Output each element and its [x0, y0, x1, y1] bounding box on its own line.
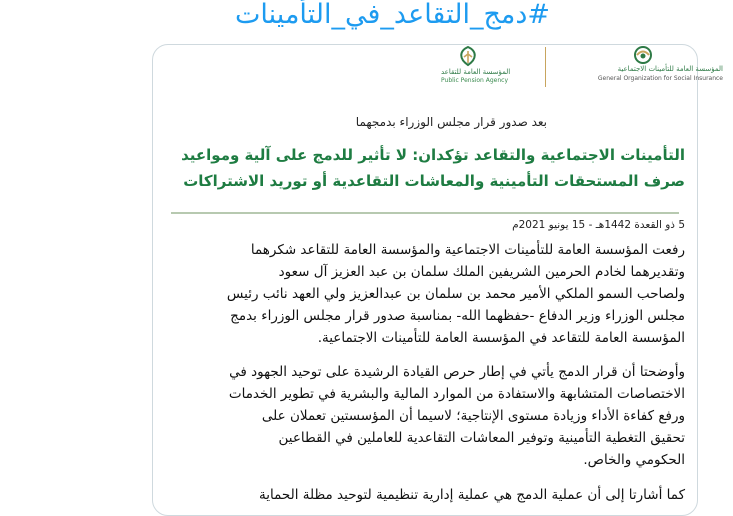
gosi-name-ar: المؤسسة العامة للتأمينات الاجتماعية [617, 65, 723, 73]
headline-line-1: التأمينات الاجتماعية والتقاعد تؤكدان: لا تأثير للدمج على آلية ومواعيد [181, 146, 685, 164]
paragraph2-line: ورفع كفاءة الأداء وزيادة مستوى الإنتاجية؛ لاسيما أن المؤسستين تعملان على [261, 408, 685, 424]
paragraph1-line: ولصاحب السمو الملكي الأمير محمد بن سلمان بن عبدالعزيز ولي العهد نائب رئيس [226, 286, 685, 302]
ppa-name-ar: المؤسسة العامة للتقاعد [441, 68, 511, 76]
logos-header [153, 45, 723, 91]
paragraph2-line: الاختصاصات المتشابهة والاستفادة من الموارد المالية والبشرية في تطوير الخدمات [228, 386, 685, 402]
paragraph2-line: الحكومي والخاص. [583, 452, 685, 468]
paragraph1-line: وتقديرهما لخادم الحرمين الشريفين الملك سلمان بن عبد العزيز آل سعود [278, 264, 685, 280]
paragraph2-line: وأوضحتا أن قرار الدمج يأتي في إطار حرص القيادة الرشيدة على توحيد الجهود في [229, 364, 685, 380]
paragraph1-line: رفعت المؤسسة العامة للتأمينات الاجتماعية والمؤسسة العامة للتقاعد شكرهما [250, 242, 685, 258]
logo-divider [545, 47, 546, 87]
hashtag-link[interactable]: #دمج_التقاعد_في_التأمينات [235, 0, 550, 30]
headline-line-2: صرف المستحقات التأمينية والمعاشات التقاعدية أو توريد الاشتراكات [183, 172, 685, 190]
paragraph1-line: المؤسسة العامة للتقاعد في المؤسسة العامة للتأمينات الاجتماعية. [317, 330, 685, 346]
gosi-name-en: General Organization for Social Insurance [597, 75, 723, 82]
ppa-name-en: Public Pension Agency [441, 77, 508, 84]
attached-image-card[interactable] [152, 44, 723, 516]
gosi-emblem-icon [629, 45, 657, 65]
paragraph3-line: كما أشارتا إلى أن عملية الدمج هي عملية إدارية تنظيمية لتوحيد مظلة الحماية [258, 487, 685, 503]
paragraph2-line: تحقيق التغطية التأمينية وتوفير المعاشات التقاعدية للعاملين في القطاعين [278, 430, 685, 446]
gosi-logo [593, 45, 733, 89]
ppa-emblem-icon [455, 45, 481, 67]
article-date: 5 ذو القعدة 1442هـ - 15 يونيو 2021م [512, 219, 685, 231]
headline-divider [171, 212, 679, 214]
ppa-logo [435, 45, 515, 89]
article-subtitle: بعد صدور قرار مجلس الوزراء بدمجهما [355, 115, 547, 129]
paragraph1-line: مجلس الوزراء وزير الدفاع -حفظهما الله- بمناسبة صدور قرار مجلس الوزراء بدمج [230, 308, 685, 324]
